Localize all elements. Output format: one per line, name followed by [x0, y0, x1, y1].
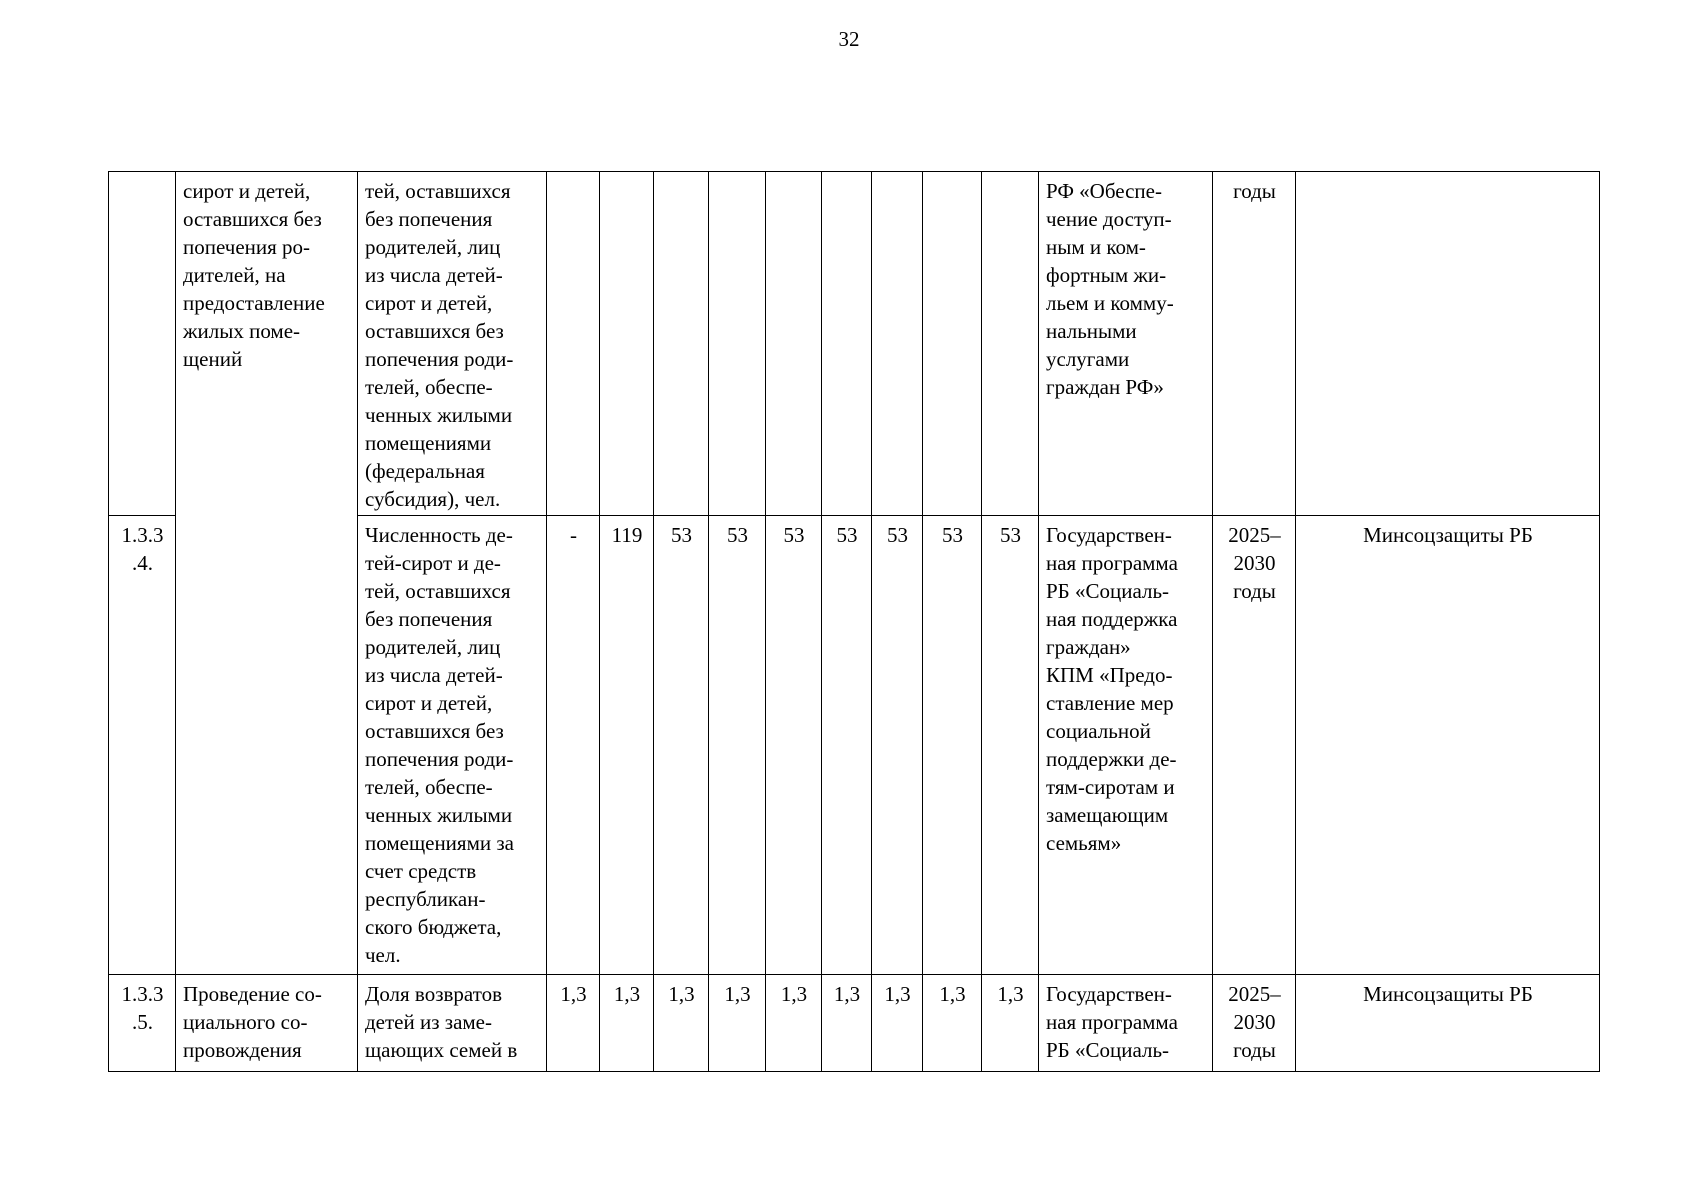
- text-line: годы: [1233, 179, 1276, 203]
- period-cell: [1213, 516, 1296, 975]
- text-line: оставшихся без: [365, 719, 504, 743]
- value-cell: 1,3: [654, 975, 709, 1072]
- text-line: 1.3.3: [121, 523, 164, 547]
- text-line: льем и комму-: [1046, 291, 1174, 315]
- indicators-table: [108, 171, 1600, 1072]
- text-line: Доля возвратов: [365, 982, 503, 1006]
- text-line: Численность де-: [365, 523, 513, 547]
- text-line: ным и ком-: [1046, 235, 1146, 259]
- text-line: нальными: [1046, 319, 1137, 343]
- period-cell: [1213, 172, 1296, 516]
- row-number-cell: [109, 516, 176, 975]
- responsible-cell: [1296, 172, 1600, 516]
- text-line: чение доступ-: [1046, 207, 1172, 231]
- text-line: Государствен-: [1046, 523, 1172, 547]
- value-cell: [872, 172, 923, 516]
- text-line: РБ «Социаль-: [1046, 1038, 1170, 1062]
- text-line: телей, обеспе-: [365, 375, 493, 399]
- text-line: детей из заме-: [365, 1010, 492, 1034]
- text-line: родителей, лиц: [365, 635, 501, 659]
- text-line: ченных жилыми: [365, 803, 513, 827]
- text-line: годы: [1233, 579, 1276, 603]
- text-line: оставшихся без: [183, 207, 322, 231]
- value-cell: 53: [654, 516, 709, 975]
- text-line: предоставление: [183, 291, 325, 315]
- value-cell: 1,3: [872, 975, 923, 1072]
- indicator-cell: [358, 516, 547, 975]
- value-cell: [982, 172, 1039, 516]
- text-line: ского бюджета,: [365, 915, 502, 939]
- text-line: сирот и детей,: [365, 691, 493, 715]
- text-line: телей, обеспе-: [365, 775, 493, 799]
- text-line: тей, оставшихся: [365, 579, 511, 603]
- value-cell: 53: [709, 516, 766, 975]
- value-cell: 53: [872, 516, 923, 975]
- text-line: провождения: [183, 1038, 302, 1062]
- text-line: сирот и детей,: [183, 179, 311, 203]
- text-line: 1.3.3: [121, 982, 164, 1006]
- value-cell: [822, 172, 872, 516]
- indicator-cell: [358, 975, 547, 1072]
- text-line: родителей, лиц: [365, 235, 501, 259]
- text-line: ная программа: [1046, 1010, 1178, 1034]
- responsible-cell: Минсоцзащиты РБ: [1296, 516, 1600, 975]
- text-line: услугами: [1046, 347, 1130, 371]
- text-line: РБ «Социаль-: [1046, 579, 1170, 603]
- text-line: тям-сиротам и: [1046, 775, 1175, 799]
- program-cell: [1039, 516, 1213, 975]
- text-line: без попечения: [365, 607, 493, 631]
- text-line: Государствен-: [1046, 982, 1172, 1006]
- text-line: тей, оставшихся: [365, 179, 511, 203]
- text-line: граждан»: [1046, 635, 1131, 659]
- text-line: помещениями за: [365, 831, 514, 855]
- text-line: РФ «Обеспе-: [1046, 179, 1162, 203]
- text-line: замещающим: [1046, 803, 1169, 827]
- table-row: [109, 975, 1600, 1072]
- text-line: дителей, на: [183, 263, 286, 287]
- value-cell: 53: [822, 516, 872, 975]
- measure-cell: [176, 172, 358, 975]
- value-cell: 1,3: [822, 975, 872, 1072]
- value-cell: 1,3: [600, 975, 654, 1072]
- text-line: 2025–: [1228, 523, 1281, 547]
- text-line: из числа детей-: [365, 263, 503, 287]
- text-line: ставление мер: [1046, 691, 1174, 715]
- value-cell: [654, 172, 709, 516]
- text-line: тей-сирот и де-: [365, 551, 501, 575]
- value-cell: 1,3: [923, 975, 982, 1072]
- program-cell: [1039, 975, 1213, 1072]
- text-line: .5.: [132, 1010, 153, 1034]
- value-cell: [766, 172, 822, 516]
- indicator-cell: [358, 172, 547, 516]
- value-cell: [547, 172, 600, 516]
- text-line: КПМ «Предо-: [1046, 663, 1173, 687]
- responsible-cell: Минсоцзащиты РБ: [1296, 975, 1600, 1072]
- text-line: попечения роди-: [365, 747, 514, 771]
- text-line: без попечения: [365, 207, 493, 231]
- text-line: семьям»: [1046, 831, 1122, 855]
- value-cell: 53: [766, 516, 822, 975]
- text-line: помещениями: [365, 431, 492, 455]
- text-line: оставшихся без: [365, 319, 504, 343]
- text-line: поддержки де-: [1046, 747, 1177, 771]
- text-line: Проведение со-: [183, 982, 322, 1006]
- text-line: социальной: [1046, 719, 1151, 743]
- program-cell: [1039, 172, 1213, 516]
- table-row: [109, 172, 1600, 516]
- text-line: республикан-: [365, 887, 486, 911]
- value-cell: [923, 172, 982, 516]
- text-line: фортным жи-: [1046, 263, 1167, 287]
- text-line: счет средств: [365, 859, 477, 883]
- text-line: годы: [1233, 1038, 1276, 1062]
- value-cell: 53: [923, 516, 982, 975]
- text-line: ная поддержка: [1046, 607, 1178, 631]
- text-line: попечения роди-: [365, 347, 514, 371]
- text-line: щающих семей в: [365, 1038, 518, 1062]
- value-cell: 1,3: [982, 975, 1039, 1072]
- value-cell: 119: [600, 516, 654, 975]
- text-line: циального со-: [183, 1010, 308, 1034]
- period-cell: [1213, 975, 1296, 1072]
- value-cell: [600, 172, 654, 516]
- text-line: чел.: [365, 943, 401, 967]
- text-line: 2030: [1233, 551, 1276, 575]
- value-cell: -: [547, 516, 600, 975]
- text-line: из числа детей-: [365, 663, 503, 687]
- text-line: .4.: [132, 551, 153, 575]
- page-number: 32: [838, 27, 860, 51]
- value-cell: 1,3: [547, 975, 600, 1072]
- value-cell: 1,3: [709, 975, 766, 1072]
- text-line: субсидия), чел.: [365, 487, 501, 511]
- measure-cell: [176, 975, 358, 1072]
- text-line: (федеральная: [365, 459, 485, 483]
- text-line: 2030: [1233, 1010, 1276, 1034]
- text-line: граждан РФ»: [1046, 375, 1164, 399]
- text-line: сирот и детей,: [365, 291, 493, 315]
- text-line: щений: [183, 347, 243, 371]
- text-line: ченных жилыми: [365, 403, 513, 427]
- value-cell: 53: [982, 516, 1039, 975]
- value-cell: 1,3: [766, 975, 822, 1072]
- text-line: ная программа: [1046, 551, 1178, 575]
- text-line: 2025–: [1228, 982, 1281, 1006]
- text-line: жилых поме-: [183, 319, 301, 343]
- value-cell: [709, 172, 766, 516]
- text-line: попечения ро-: [183, 235, 311, 259]
- row-number-cell: [109, 172, 176, 516]
- row-number-cell: [109, 975, 176, 1072]
